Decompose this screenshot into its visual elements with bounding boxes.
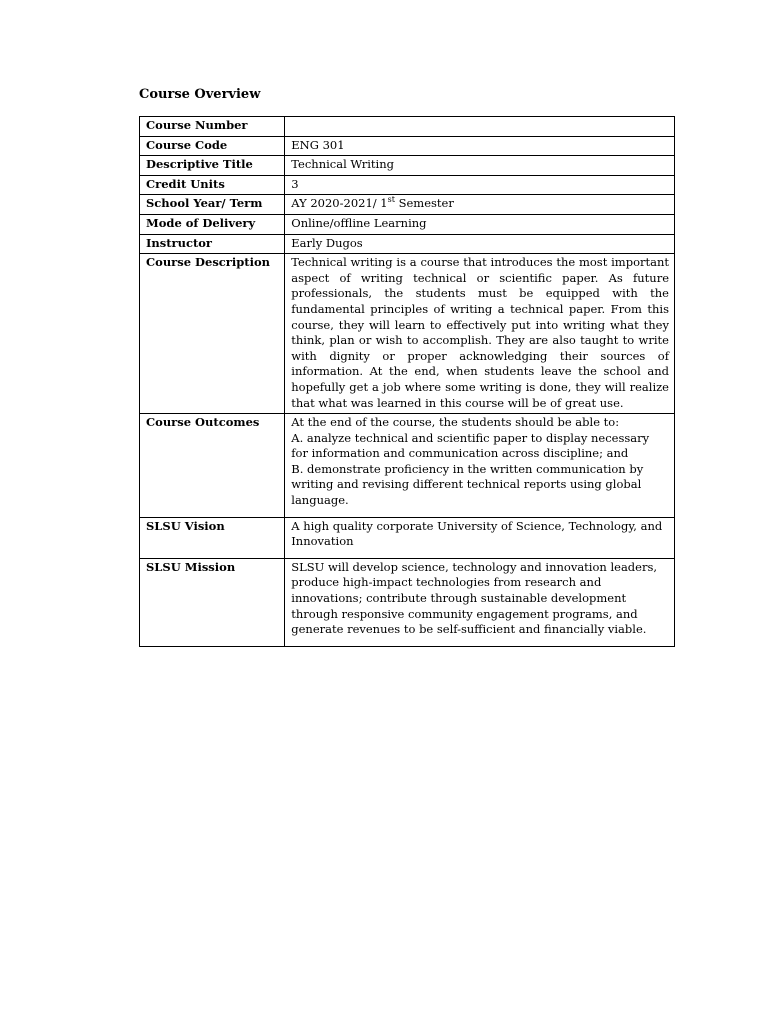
row-label-slsu-vision: SLSU Vision — [140, 517, 285, 558]
row-value-instructor: Early Dugos — [285, 234, 675, 254]
row-label-course-number: Course Number — [140, 117, 285, 137]
row-label-slsu-mission: SLSU Mission — [140, 558, 285, 646]
table-row — [140, 517, 675, 558]
row-value-course-code: ENG 301 — [285, 136, 675, 156]
row-value-course-description: Technical writing is a course that introduces the most important aspect of writing technical or scientific paper. As future professionals, the students must be equipped with the fundamental principles of writing a technical paper. From this course, they will learn to effectively put into writing what they think, plan or wish to accomplish. They are also taught to write with dignity or proper acknowledging their sources of information. At the end, when students leave the school and hopefully get a job where some writing is done, they will realize that what was learned in this course will be of great use. — [285, 254, 675, 414]
table-row — [140, 156, 675, 176]
outcome-a: A. analyze technical and scientific paper to display necessary for information and communication across discipline; and — [291, 430, 650, 461]
section-title: Course Overview — [139, 87, 261, 102]
table-row — [140, 234, 675, 254]
row-value-mode-of-delivery: Online/offline Learning — [285, 214, 675, 234]
table-row — [140, 254, 675, 414]
outcome-b: B. demonstrate proficiency in the written communication by writing and revising different technical reports using global language. — [291, 461, 644, 508]
row-label-instructor: Instructor — [140, 234, 285, 254]
table-row — [140, 175, 675, 195]
row-value-course-number — [285, 117, 675, 137]
row-value-school-year-term — [285, 195, 675, 215]
outcomes-intro: At the end of the course, the students should be able to: — [291, 415, 620, 430]
school-year-suffix: Semester — [394, 196, 454, 211]
course-overview-table — [139, 116, 675, 647]
table-row — [140, 136, 675, 156]
row-label-school-year-term: School Year/ Term — [140, 195, 285, 215]
row-value-course-outcomes — [285, 414, 675, 518]
row-label-credit-units: Credit Units — [140, 175, 285, 195]
row-value-slsu-mission: SLSU will develop science, technology and innovation leaders, produce high-impact technologies from research and innovations; contribute through sustainable development through responsive community engagement programs, and generate revenues to be self-sufficient and financially viable. — [285, 558, 675, 646]
row-label-course-description: Course Description — [140, 254, 285, 414]
row-value-credit-units: 3 — [285, 175, 675, 195]
table-row — [140, 195, 675, 215]
school-year-prefix: AY 2020-2021/ 1 — [291, 196, 388, 211]
row-label-mode-of-delivery: Mode of Delivery — [140, 214, 285, 234]
ordinal-suffix: st — [387, 195, 395, 205]
row-label-course-outcomes: Course Outcomes — [140, 414, 285, 518]
table-row — [140, 117, 675, 137]
row-value-descriptive-title: Technical Writing — [285, 156, 675, 176]
table-row — [140, 558, 675, 646]
table-row — [140, 414, 675, 518]
row-label-descriptive-title: Descriptive Title — [140, 156, 285, 176]
row-value-slsu-vision: A high quality corporate University of Science, Technology, and Innovation — [285, 517, 675, 558]
table-row — [140, 214, 675, 234]
row-label-course-code: Course Code — [140, 136, 285, 156]
